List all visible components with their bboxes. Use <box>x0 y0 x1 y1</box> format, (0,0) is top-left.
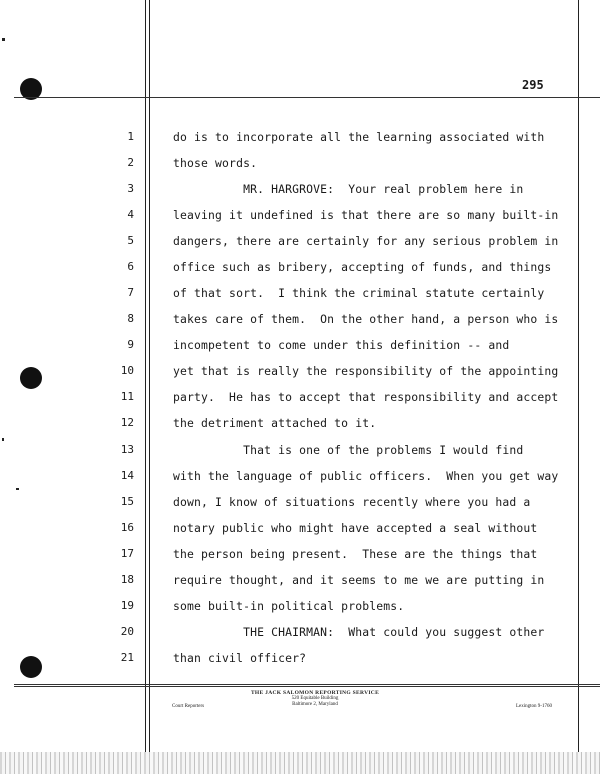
scan-speckle <box>2 438 4 441</box>
line-number: 7 <box>127 286 134 299</box>
reporting-service-name: THE JACK SALOMON REPORTING SERVICE <box>250 690 380 696</box>
transcript-line: down, I know of situations recently where you had a <box>173 495 531 509</box>
transcript-line: THE CHAIRMAN: What could you suggest other <box>173 625 545 639</box>
transcript-line: some built-in political problems. <box>173 599 405 613</box>
line-number: 21 <box>120 651 134 664</box>
transcript-line: leaving it undefined is that there are so many built-in <box>173 208 559 222</box>
line-number: 8 <box>127 312 134 325</box>
line-number: 2 <box>127 156 134 169</box>
line-number: 16 <box>120 521 134 534</box>
footer-rule-top <box>14 684 600 685</box>
left-margin-rule-outer <box>145 0 146 752</box>
reporting-service-address-line-1: 520 Equitable Building <box>291 696 339 701</box>
transcript-line: notary public who might have accepted a seal without <box>173 521 538 535</box>
reporting-service-footer <box>250 690 380 708</box>
footer-left-label: Court Reporters <box>172 704 205 709</box>
line-number: 15 <box>120 495 134 508</box>
transcript-line: do is to incorporate all the learning associated with <box>173 130 545 144</box>
scan-speckle <box>2 38 5 41</box>
transcript-line: MR. HARGROVE: Your real problem here in <box>173 182 524 196</box>
transcript-line: require thought, and it seems to me we are putting in <box>173 573 545 587</box>
line-number: 4 <box>127 208 134 221</box>
footer-rule-bottom <box>14 686 600 687</box>
line-number: 12 <box>120 416 134 429</box>
line-number: 3 <box>127 182 134 195</box>
transcript-line: dangers, there are certainly for any serious problem in <box>173 234 559 248</box>
transcript-line: yet that is really the responsibility of the appointing <box>173 364 559 378</box>
line-number: 19 <box>120 599 134 612</box>
transcript-line: office such as bribery, accepting of funds, and things <box>173 260 552 274</box>
line-number: 20 <box>120 625 134 638</box>
page-number: 295 <box>522 78 544 92</box>
footer-right-label: Lexington 9-1760 <box>516 704 552 709</box>
line-number: 14 <box>120 469 134 482</box>
line-number: 18 <box>120 573 134 586</box>
header-rule <box>14 97 600 98</box>
punch-hole-bottom <box>20 656 42 678</box>
punch-hole-middle <box>20 367 42 389</box>
transcript-line: takes care of them. On the other hand, a person who is <box>173 312 559 326</box>
transcript-line: the detriment attached to it. <box>173 416 377 430</box>
transcript-line: than civil officer? <box>173 651 307 665</box>
scan-noise-strip <box>0 752 600 774</box>
transcript-line: That is one of the problems I would find <box>173 443 524 457</box>
transcript-line: with the language of public officers. When you get way <box>173 469 559 483</box>
line-number: 5 <box>127 234 134 247</box>
line-number: 13 <box>120 443 134 456</box>
line-number: 11 <box>120 390 134 403</box>
reporting-service-address-line-2: Baltimore 2, Maryland <box>292 702 338 707</box>
left-margin-rule-inner <box>149 0 150 752</box>
line-number: 9 <box>127 338 134 351</box>
right-margin-rule <box>578 0 579 752</box>
transcript-line: the person being present. These are the things that <box>173 547 538 561</box>
transcript-line: party. He has to accept that responsibility and accept <box>173 390 559 404</box>
line-number: 1 <box>127 130 134 143</box>
line-number: 6 <box>127 260 134 273</box>
line-number: 10 <box>120 364 134 377</box>
transcript-line: those words. <box>173 156 258 170</box>
scan-speckle <box>16 488 19 490</box>
transcript-line: incompetent to come under this definition -- and <box>173 338 510 352</box>
line-number: 17 <box>120 547 134 560</box>
transcript-line: of that sort. I think the criminal statute certainly <box>173 286 545 300</box>
